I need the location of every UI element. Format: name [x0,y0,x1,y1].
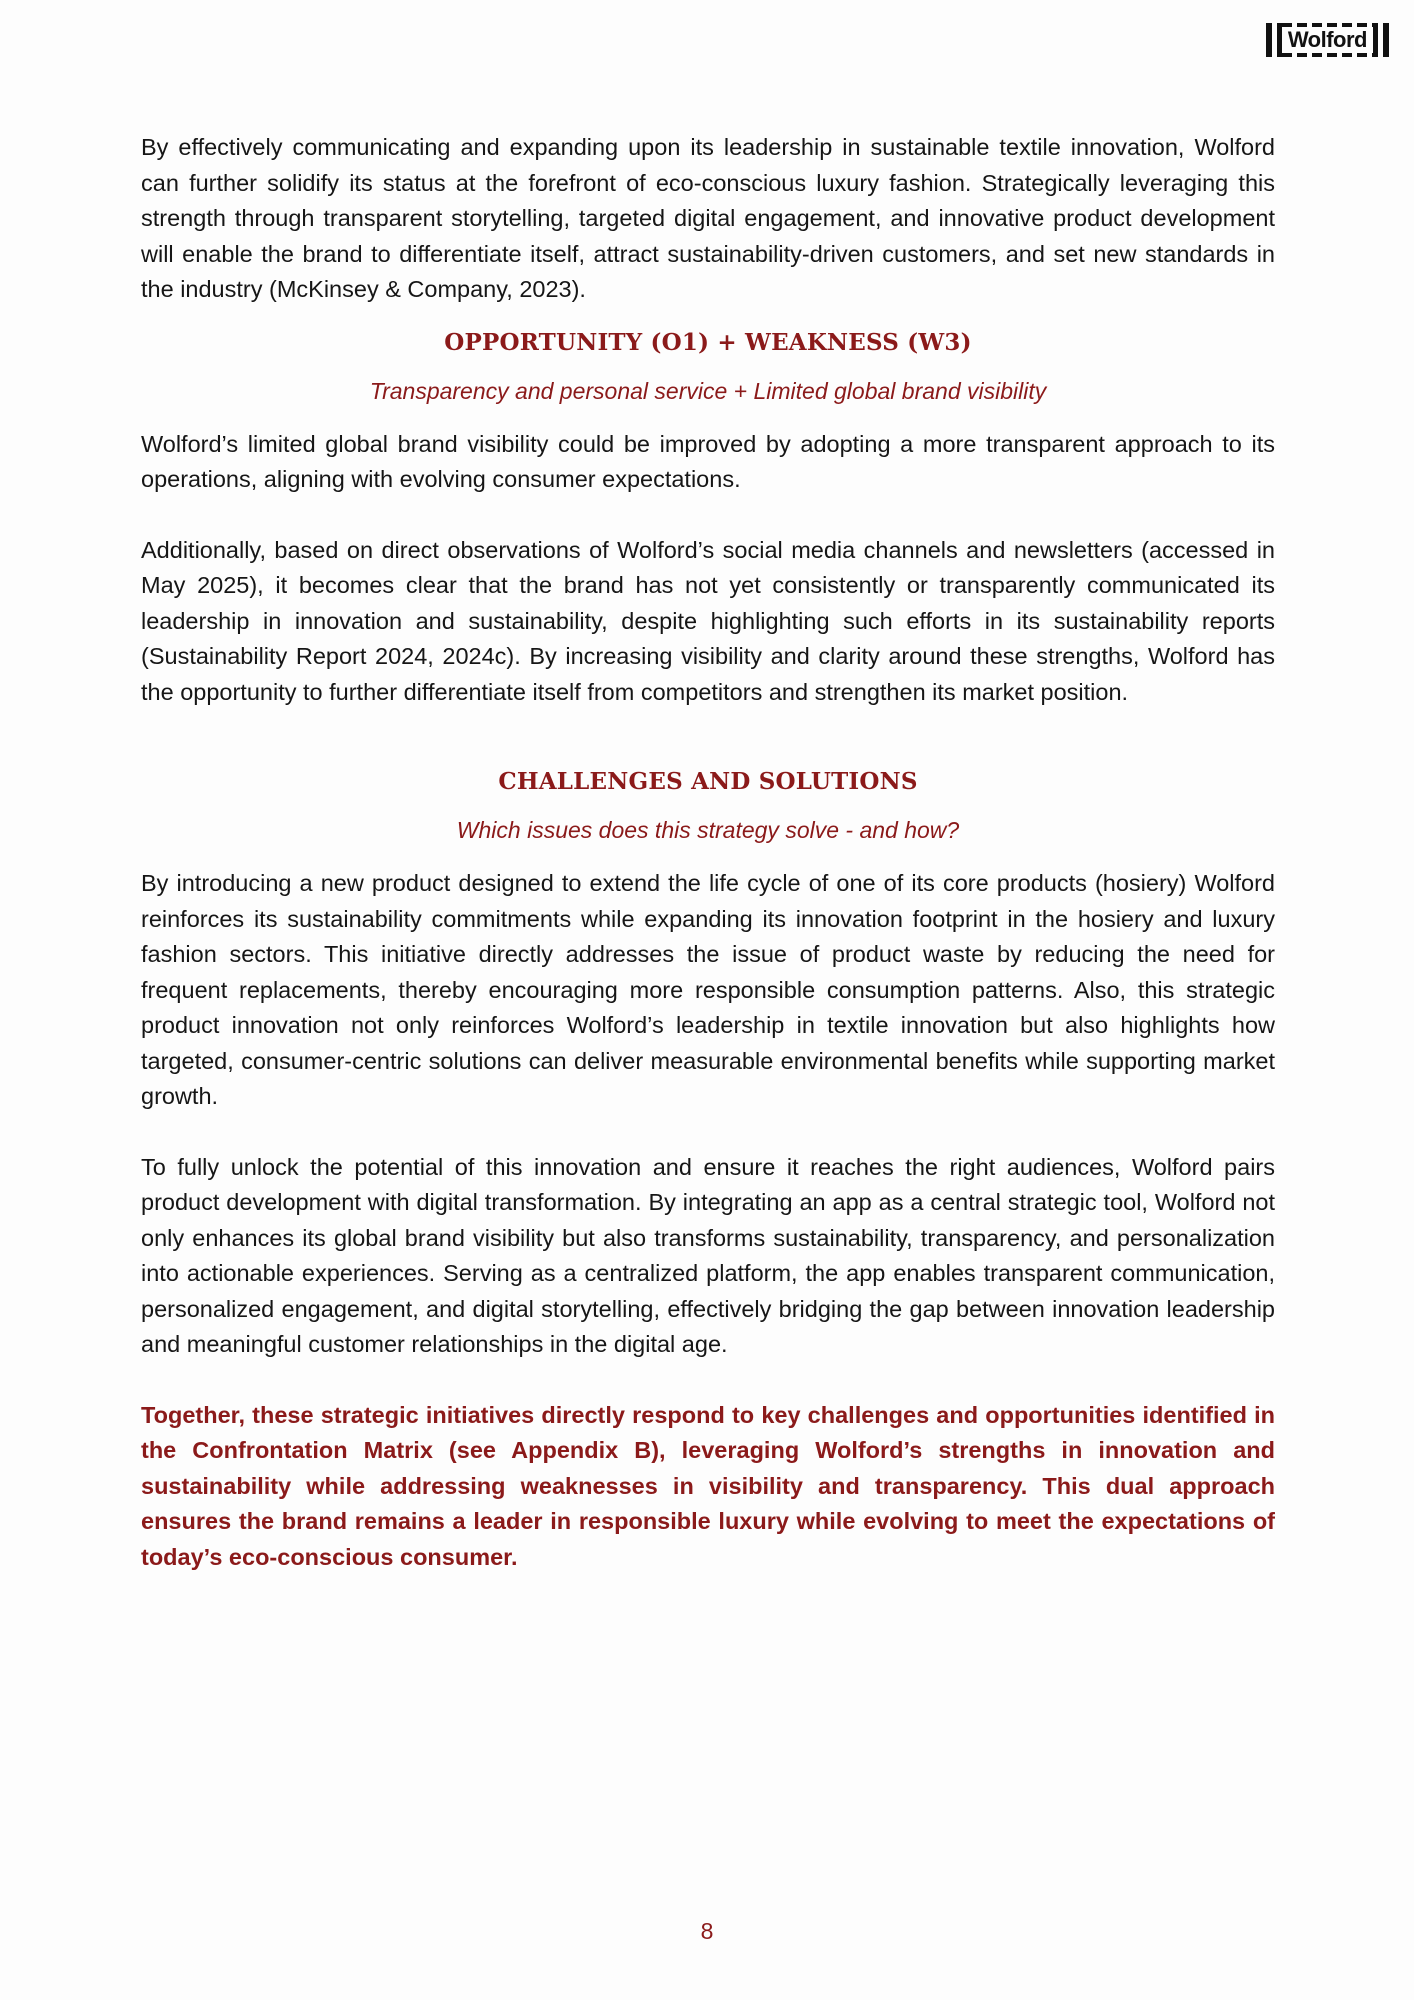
section-heading-challenges: CHALLENGES AND SOLUTIONS [498,768,918,795]
logo-text: Wolford [1287,27,1367,52]
logo-right-bar [1383,23,1389,57]
paragraph-visibility: Wolford’s limited global brand visibility could be improved by adopting a more transparent approach to its operations, aligning with evolving consumer expectations. [141,430,1275,492]
logo-box [1277,23,1378,57]
conclusion-paragraph: Together, these strategic initiatives directly respond to key challenges and opportunities identified in the Confrontation Matrix (see Appendix B), leveraging Wolford’s strengths in innovation and sustainability while addressing weaknesses in visibility and transparency. This dual approach ensures the brand remains a leader in responsible luxury while evolving to meet the expectations of today’s eco-conscious consumer. [141,1401,1275,1570]
section-subheading-challenges: Which issues does this strategy solve - and how? [456,817,960,843]
paragraph-digital-transformation: To fully unlock the potential of this innovation and ensure it reaches the right audiences, Wolford pairs product development with digital transformation. By integrating an app as a central strategic tool, Wolford not only enhances its global brand visibility but also transforms sustainability, transparency, and personalization into actionable experiences. Serving as a centralized platform, the app enables transparent communication, personalized engagement, and digital storytelling, effectively bridging the gap between innovation leadership and meaningful customer relationships in the digital age. [141,1153,1275,1357]
logo-left-bar [1266,23,1272,57]
paragraph-observations: Additionally, based on direct observations of Wolford’s social media channels and newsletters (accessed in May 2025), it becomes clear that the brand has not yet consistently or transparently communicated its leadership in innovation and sustainability, despite highlighting such efforts in its sustainability reports (Sustainability Report 2024, 2024c). By increasing visibility and clarity around these strengths, Wolford has the opportunity to further differentiate itself from competitors and strengthen its market position. [141,536,1275,705]
paragraph-new-product: By introducing a new product designed to extend the life cycle of one of its core products (hosiery) Wolford reinforces its sustainability commitments while expanding its innovation footprint in the hosiery and luxury fashion sectors. This initiative directly addresses the issue of product waste by reducing the need for frequent replacements, thereby encouraging more responsible consumption patterns. Also, this strategic product innovation not only reinforces Wolford’s leadership in textile innovation but also highlights how targeted, consumer-centric solutions can deliver measurable environmental benefits while supporting market growth. [141,870,1275,1109]
page-content [141,130,1275,1575]
intro-paragraph: By effectively communicating and expanding upon its leadership in sustainable textile innovation, Wolford can further solidify its status at the forefront of eco-conscious luxury fashion. Strategically leveraging this strength through transparent storytelling, targeted digital engagement, and innovative product development will enable the brand to differentiate itself, attract sustainability-driven customers, and set new standards in the industry (McKinsey & Company, 2023). [141,134,1275,302]
page-number: 8 [700,1918,714,1944]
wolford-logo [1263,22,1392,58]
section-heading-o1-w3: OPPORTUNITY (O1) + WEAKNESS (W3) [444,328,972,356]
section-subheading-o1-w3: Transparency and personal service + Limited global brand visibility [369,377,1047,404]
